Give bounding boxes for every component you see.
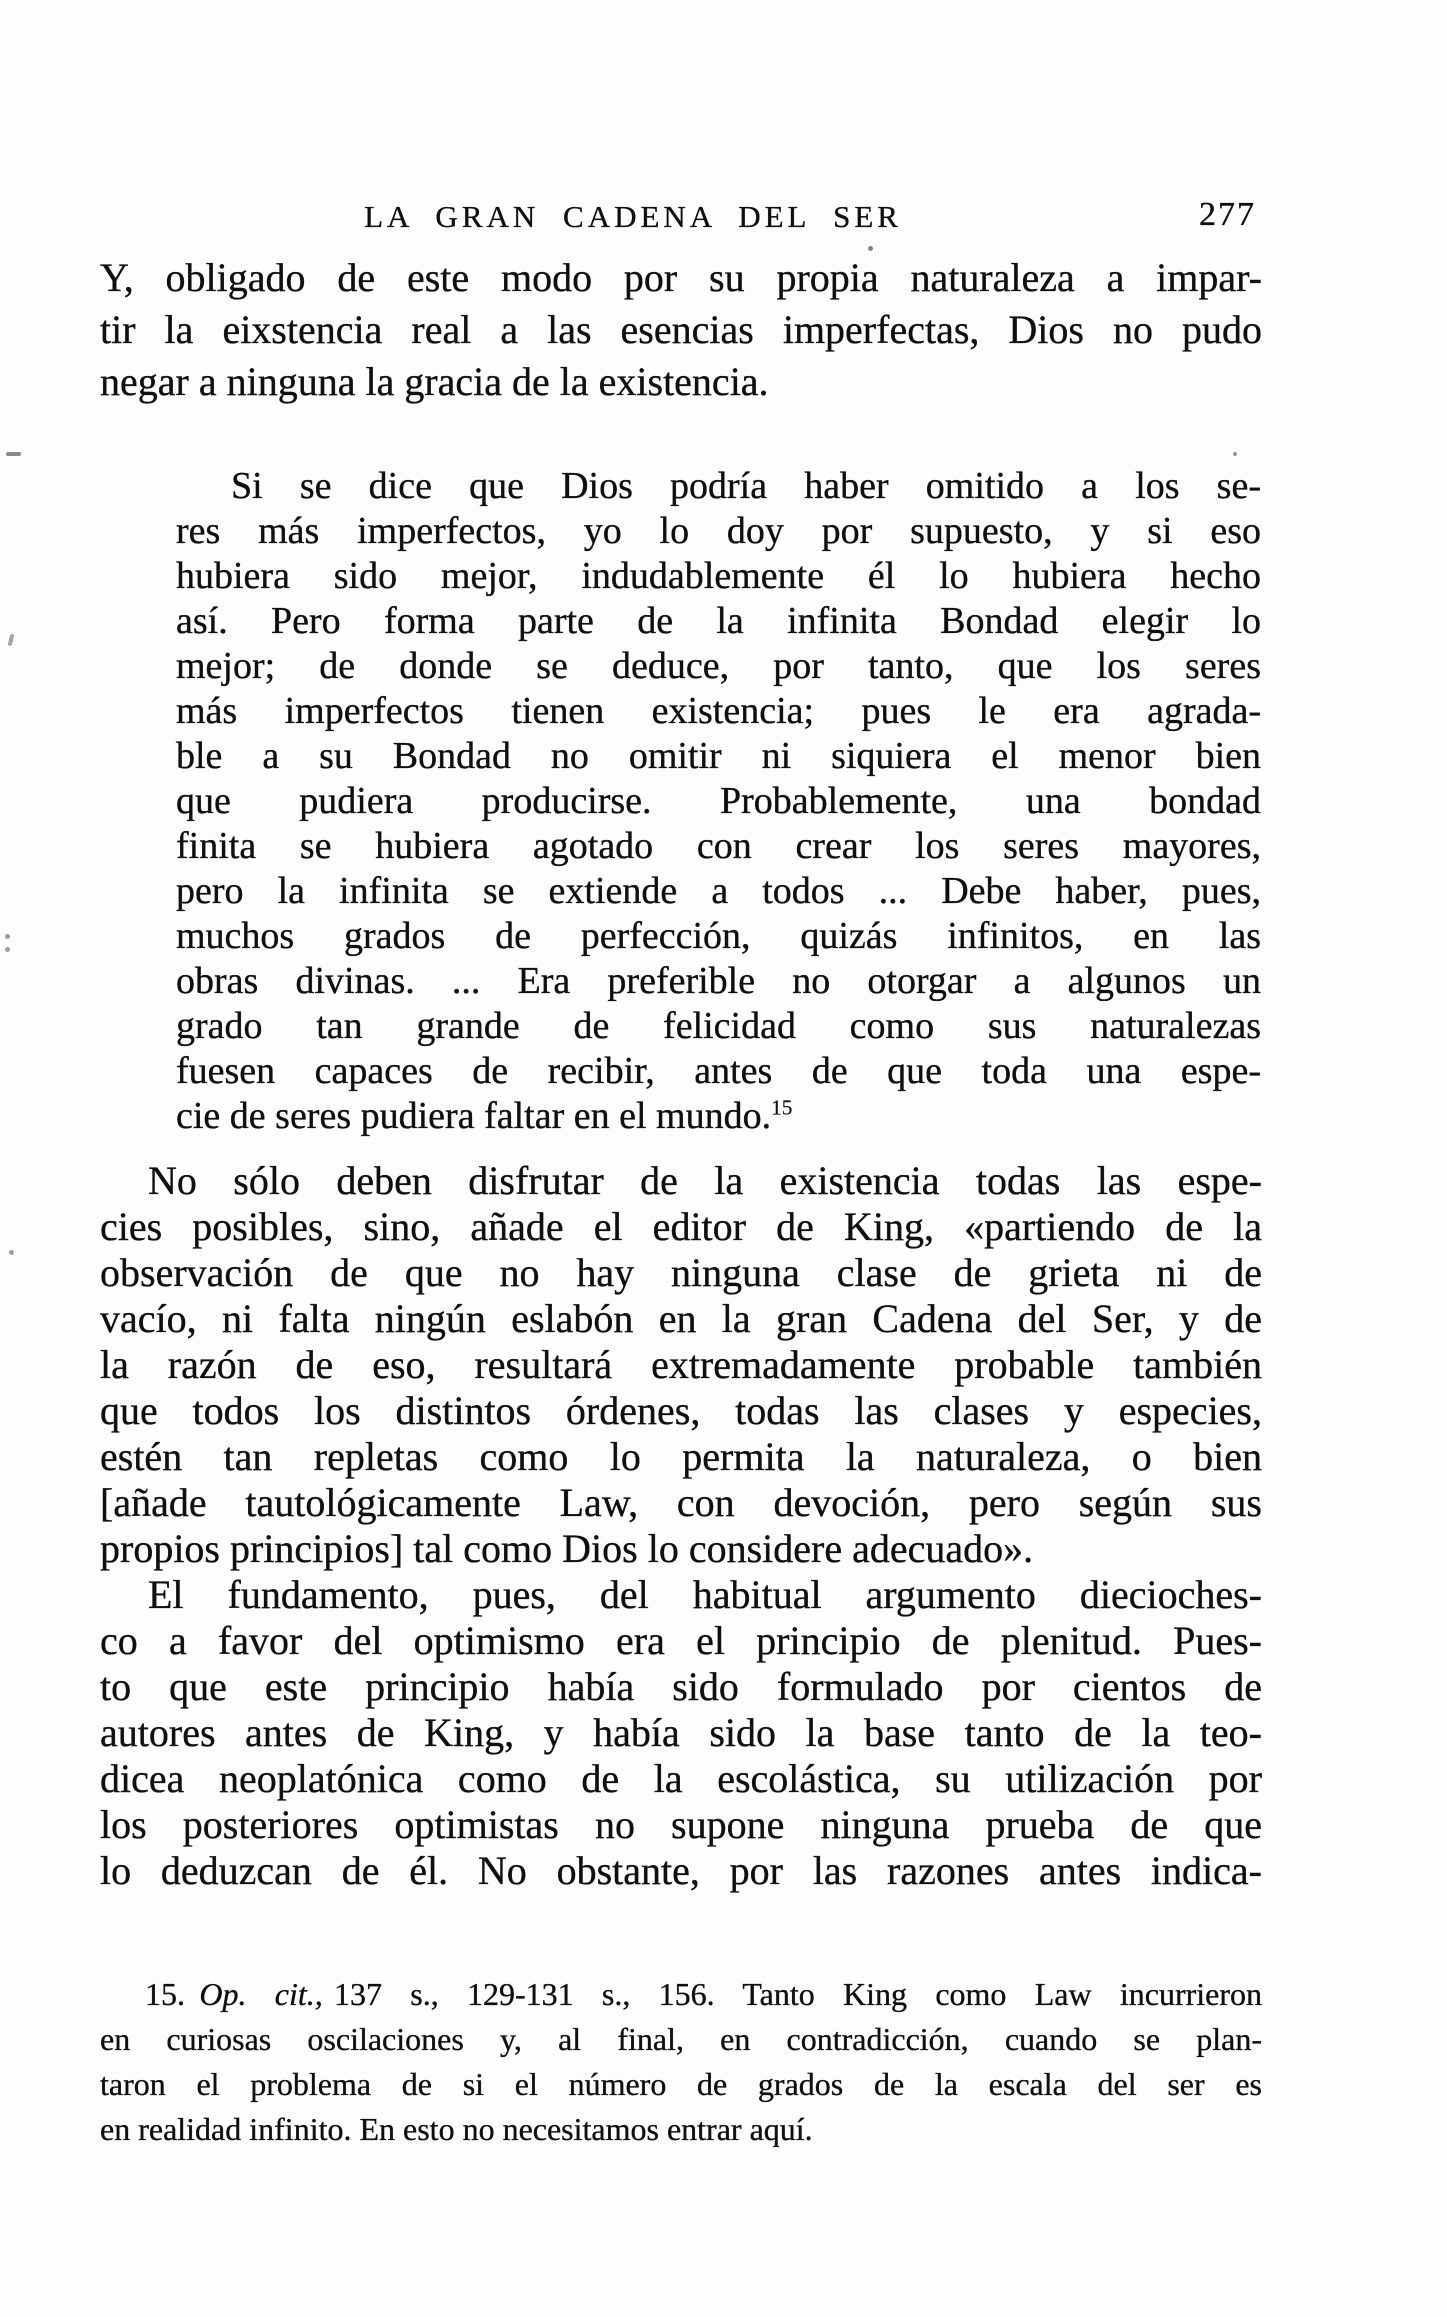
text-line: El fundamento, pues, del habitual argumento diecioches- — [148, 1572, 1262, 1617]
main-text — [100, 1158, 1262, 1894]
text-line: que todos los distintos órdenes, todas las clases y especies, — [100, 1388, 1262, 1433]
text-line: propios principios] tal como Dios lo considere adecuado». — [100, 1526, 1034, 1571]
text-line: tir la eixstencia real a las esencias imperfectas, Dios no pudo — [100, 307, 1262, 352]
text-line: estén tan repletas como lo permita la naturaleza, o bien — [100, 1434, 1262, 1479]
scan-speckle — [868, 246, 873, 251]
scan-speckle — [1233, 452, 1237, 456]
text-line: dicea neoplatónica como de la escolástica, su utilización por — [100, 1756, 1262, 1801]
quote-line: así. Pero forma parte de la infinita Bondad elegir lo — [176, 600, 1261, 642]
quote-line-text: cie de seres pudiera faltar en el mundo. — [176, 1095, 772, 1137]
quote-last-line — [176, 1094, 1261, 1139]
quote-line: hubiera sido mejor, indudablemente él lo hubiera hecho — [176, 555, 1261, 597]
quote-line: más imperfectos tienen existencia; pues le era agrada- — [176, 690, 1261, 732]
text-line: co a favor del optimismo era el principio de plenitud. Pues- — [100, 1618, 1262, 1663]
page-number: 277 — [1199, 196, 1256, 233]
text-line: cies posibles, sino, añade el editor de King, «partiendo de la — [100, 1204, 1262, 1249]
footnote-text: 137 s., 129-131 s., 156. Tanto King como Law incurrieron — [333, 1976, 1263, 2012]
quote-line: grado tan grande de felicidad como sus naturalezas — [176, 1005, 1261, 1047]
footnote-15 — [100, 1972, 1262, 2152]
quote-line: ble a su Bondad no omitir ni siquiera el menor bien — [176, 735, 1261, 777]
quote-line: fuesen capaces de recibir, antes de que toda una espe- — [176, 1050, 1261, 1092]
quote-line: finita se hubiera agotado con crear los seres mayores, — [176, 825, 1261, 867]
text-line: vacío, ni falta ningún eslabón en la gran Cadena del Ser, y de — [100, 1296, 1262, 1341]
text-line: la razón de eso, resultará extremadamente probable también — [100, 1342, 1262, 1387]
scan-speckle — [9, 1250, 14, 1255]
scan-speckle — [5, 934, 10, 939]
scan-speckle — [6, 452, 21, 456]
footnote-line: taron el problema de si el número de grados de la escala del ser es — [100, 2066, 1262, 2102]
footnote-line: en curiosas oscilaciones y, al final, en contradicción, cuando se plan- — [100, 2021, 1262, 2057]
quote-line: res más imperfectos, yo lo doy por supuesto, y si eso — [176, 510, 1261, 552]
quote-line: pero la infinita se extiende a todos ... Debe haber, pues, — [176, 870, 1261, 912]
footnote-number: 15. — [145, 1976, 185, 2012]
quote-line: obras divinas. ... Era preferible no otorgar a algunos un — [176, 960, 1261, 1002]
quote-line: Si se dice que Dios podría haber omitido a los se- — [231, 465, 1261, 507]
page-header — [100, 196, 1262, 238]
text-line: No sólo deben disfrutar de la existencia todas las espe- — [148, 1158, 1262, 1203]
text-line: negar a ninguna la gracia de la existencia. — [100, 359, 769, 404]
running-header-title: LA GRAN CADENA DEL SER — [364, 199, 902, 234]
footnote-reference-15: 15 — [771, 1095, 793, 1120]
paragraph-foundation — [100, 1572, 1262, 1894]
footnote-line: en realidad infinito. En esto no necesitamos entrar aquí. — [100, 2111, 813, 2147]
scan-speckle — [8, 634, 15, 647]
footnote-line — [100, 1972, 1262, 2017]
block-quote — [176, 464, 1261, 1139]
paragraph-intro — [100, 252, 1262, 408]
text-line: los posteriores optimistas no supone ninguna prueba de que — [100, 1802, 1262, 1847]
footnote-work-reference: Op. cit., — [199, 1976, 323, 2012]
text-line: Y, obligado de este modo por su propia naturaleza a impar- — [100, 255, 1262, 300]
text-line: [añade tautológicamente Law, con devoción, pero según sus — [100, 1480, 1262, 1525]
text-line: observación de que no hay ninguna clase de grieta ni de — [100, 1250, 1262, 1295]
text-line: autores antes de King, y había sido la base tanto de la teo- — [100, 1710, 1262, 1755]
quote-line: que pudiera producirse. Probablemente, una bondad — [176, 780, 1261, 822]
text-line: to que este principio había sido formulado por cientos de — [100, 1664, 1262, 1709]
paragraph-plenitude — [100, 1158, 1262, 1572]
quote-line: mejor; de donde se deduce, por tanto, que los seres — [176, 645, 1261, 687]
text-line: lo deduzcan de él. No obstante, por las razones antes indica- — [100, 1848, 1262, 1893]
quote-line: muchos grados de perfección, quizás infinitos, en las — [176, 915, 1261, 957]
